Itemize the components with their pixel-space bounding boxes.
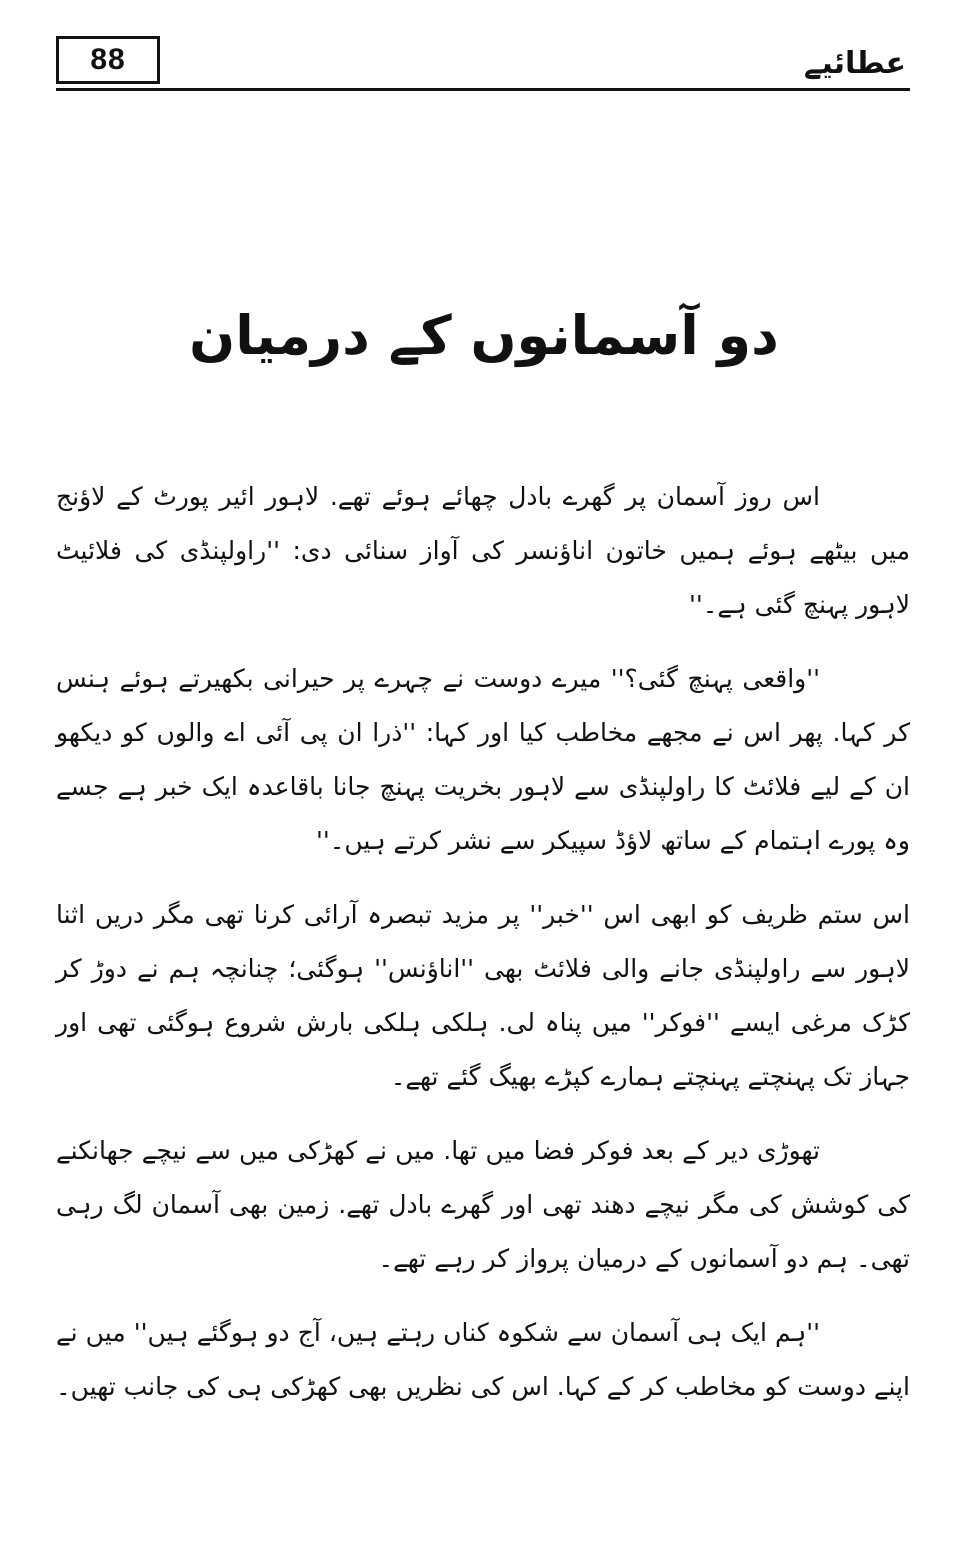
page-number: 88 <box>90 43 126 76</box>
page-number-box <box>56 36 160 84</box>
running-head-title: عطائیے <box>803 46 906 81</box>
header-rule <box>56 88 910 91</box>
body-text <box>56 470 910 1434</box>
paragraph-5: ''ہم ایک ہی آسمان سے شکوہ کناں رہتے ہیں، آج دو ہوگئے ہیں'' میں نے اپنے دوست کو مخاطب کر کے کہا. اس کی نظریں بھی کھڑکی ہی کی جانب تھیں۔ <box>55 1318 910 1401</box>
paragraph-3: اس ستم ظریف کو ابھی اس ''خبر'' پر مزید تبصرہ آرائی کرنا تھی مگر دریں اثنا لاہور سے راولپنڈی جانے والی فلائٹ بھی ''اناؤنس'' ہوگئی؛ چنانچہ ہم نے دوڑ کر کڑک مرغی ایسے ''فوکر'' میں پناہ لی. ہلکی ہلکی بارش شروع ہوگئی تھی اور جہاز تک پہنچتے پہنچتے ہمارے کپڑے بھیگ گئے تھے۔ <box>56 900 910 1091</box>
paragraph-2: ''واقعی پہنچ گئی؟'' میرے دوست نے چہرے پر حیرانی بکھیرتے ہوئے ہنس کر کہا. پھر اس نے مجھے مخاطب کیا اور کہا: ''ذرا ان پی آئی اے والوں کو دیکھو ان کے لیے فلائٹ کا راولپنڈی سے لاہور بخریت پہنچ جانا باقاعدہ ایک خبر ہے جسے وہ پورے اہتمام کے ساتھ لاؤڈ سپیکر سے نشر کرتے ہیں۔'' <box>56 664 910 855</box>
paragraph-1: اس روز آسمان پر گھرے بادل چھائے ہوئے تھے. لاہور ائیر پورٹ کے لاؤنج میں بیٹھے ہوئے ہمیں خاتون اناؤنسر کی آواز سنائی دی: ''راولپنڈی کی فلائیٹ لاہور پہنچ گئی ہے۔'' <box>56 482 910 619</box>
paragraph-4: تھوڑی دیر کے بعد فوکر فضا میں تھا. میں نے کھڑکی میں سے نیچے جھانکنے کی کوشش کی مگر نیچے دھند تھی اور گھرے بادل تھے. زمین بھی آسمان لگ رہی تھی۔ ہم دو آسمانوں کے درمیان پرواز کر رہے تھے۔ <box>56 1136 910 1273</box>
chapter-title: دو آسمانوں کے درمیان <box>189 304 779 367</box>
